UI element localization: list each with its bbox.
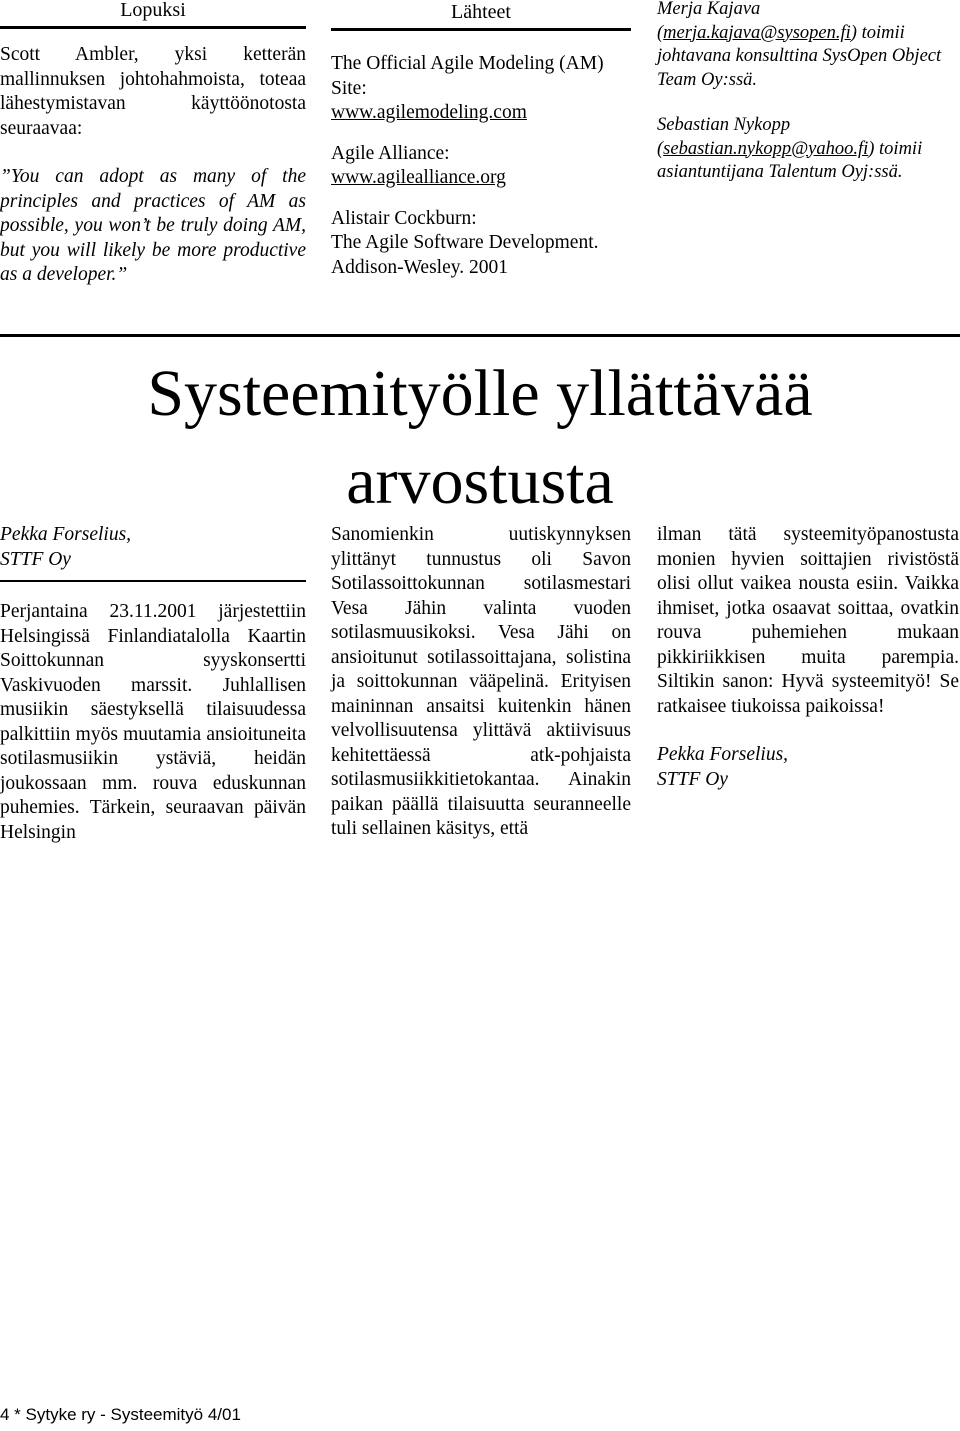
article-text-2: Sanomienkin uutiskynnyksen ylittänyt tunnustus oli Savon Sotilassoittokunnan sotilasmestari Vesa Jähin valinta vuoden sotilasmuusikoksi. Vesa Jähi on ansioitunut sotilassoittajana, solistina ja soittokunnan vääpelinä. Erityisen maininnan ansaitsi kuitenkin hänen velvollisuutensa ylittävä aktiivisuus kehitettäessä atk-pohjaista sotilasmusiikkitietokantaa. Ainakin paikan päällä tilaisuutta seuranneelle tuli sellainen käsitys, että [331,524,631,839]
signature-org: STTF Oy [657,768,728,790]
article-title: Systeemityölle yllättävää arvostusta [147,357,813,518]
byline-rule [0,580,306,582]
article-text-3: ilman tätä systeemityöpanostusta monien hyvien soittajien rivistöstä olisi ollut vaikea nousta esiin. Vaikka ihmiset, jotka osaavat soittaa, ovatkin rouva puhemiehen mukaan pikkiriikkisen muita parempia. Siltikin sanon: Hyvä systeemityö! Se ratkaisee tiukoissa paikoissa! [657,524,959,717]
lopuksi-quote: ”You can adopt as many of the principles and practices of AM as possible, you won’t be truly doing AM, but you will likely be more productive as a developer.” [0,166,306,285]
author-1-name: Merja Kajava [657,0,761,19]
article-column-3 [657,523,959,792]
lahteet-heading: Lähteet [451,1,511,23]
reference-link[interactable]: www.agilemodeling.com [331,102,527,123]
author-1-bio: Merja Kajava (merja.kajava@sysopen.fi) toimii johtavana konsulttina SysOpen Object Team Oy:ssä. [657,0,942,90]
lopuksi-intro: Scott Ambler, yksi ketterän mallinnuksen johtohahmoista, toteaa lähestymistavan käyttöönotosta seuraavaa: [0,44,306,139]
page-footer: 4 * Sytyke ry - Systeemityö 4/01 [0,1405,241,1424]
reference-2 [331,142,631,191]
reference-3 [331,207,631,281]
reference-title: The Official Agile Modeling (AM) Site: [331,53,604,99]
reference-1 [331,52,631,126]
author-1-text: toimii johtavana konsulttina SysOpen Object Team Oy:ssä. [657,22,942,90]
author-2-email-link[interactable]: sebastian.nykopp@yahoo.fi [663,138,869,159]
signature-name: Pekka Forselius, [657,744,789,765]
byline-author: Pekka Forselius, [0,524,132,545]
lahteet-rule [331,28,631,31]
article-byline [0,523,306,582]
reference-link[interactable]: www.agilealliance.org [331,167,506,188]
lahteet-section [331,0,631,280]
reference-title: Alistair Cockburn: [331,207,477,229]
authors-section [657,0,959,185]
reference-title: Agile Alliance: [331,142,450,164]
author-2-text: toimii asiantuntijana Talentum Oyj:ssä. [657,138,923,182]
article-column-2 [331,523,631,842]
article-column-1 [0,600,306,845]
author-2-bio: Sebastian Nykopp (sebastian.nykopp@yahoo.fi) toimii asiantuntijana Talentum Oyj:ssä. [657,115,923,182]
lopuksi-section [0,0,306,288]
reference-book: The Agile Software Development. Addison-Wesley. 2001 [331,232,599,278]
article-text-1: Perjantaina 23.11.2001 järjestettiin Helsingissä Finlandiatalolla Kaartin Soittokunnan syyskonsertti Vaskivuoden marssit. Juhlallisen musiikin säestyksellä tilaisuudessa palkittiin myös muutamia ansioituneita sotilasmusiikin ystäviä, heidän joukossaan mm. rouva eduskunnan puhemies. Tärkein, seuraavan päivän Helsingin [0,601,306,843]
author-1-email-link[interactable]: merja.kajava@sysopen.fi [663,22,851,43]
author-2-name: Sebastian Nykopp [657,115,791,135]
section-divider [0,334,960,337]
byline-org: STTF Oy [0,548,71,570]
lopuksi-heading: Lopuksi [120,0,186,21]
lopuksi-rule [0,26,306,29]
